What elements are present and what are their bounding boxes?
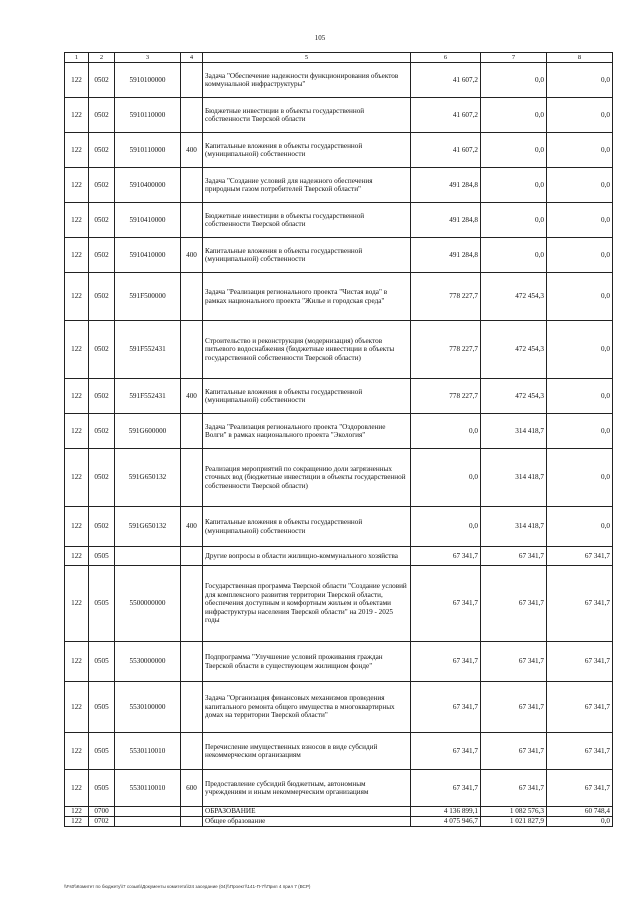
section-code: 0502 (89, 168, 115, 203)
expense-type-code: 400 (181, 238, 203, 273)
amount-column-6: 0,0 (411, 449, 481, 507)
amount-column-7: 472 454,3 (481, 273, 547, 321)
section-code: 0502 (89, 203, 115, 238)
department-code: 122 (65, 414, 89, 449)
amount-column-7: 1 082 576,3 (481, 807, 547, 817)
expense-type-code (181, 547, 203, 566)
amount-column-7: 0,0 (481, 63, 547, 98)
amount-column-6: 4 136 899,1 (411, 807, 481, 817)
target-article-code: 5530110010 (115, 733, 181, 770)
column-number-header: 5 (203, 53, 411, 63)
amount-column-6: 67 341,7 (411, 566, 481, 642)
item-name: Бюджетные инвестиции в объекты государственной собственности Тверской области (203, 203, 411, 238)
table-row (65, 203, 613, 238)
department-code: 122 (65, 449, 89, 507)
table-row (65, 449, 613, 507)
target-article-code (115, 547, 181, 566)
item-name: Общее образование (203, 817, 411, 827)
department-code: 122 (65, 273, 89, 321)
item-name: Предоставление субсидий бюджетным, автономным учреждениям и иным некоммерческим организациям (203, 770, 411, 807)
table-row (65, 98, 613, 133)
column-number-header: 4 (181, 53, 203, 63)
item-name: Другие вопросы в области жилищно-коммунального хозяйства (203, 547, 411, 566)
item-name: Задача "Создание условий для надежного обеспечения природным газом потребителей Тверской области" (203, 168, 411, 203)
column-number-header: 2 (89, 53, 115, 63)
expense-type-code (181, 414, 203, 449)
expense-type-code: 400 (181, 379, 203, 414)
table-row (65, 817, 613, 827)
amount-column-7: 67 341,7 (481, 566, 547, 642)
column-number-header: 1 (65, 53, 89, 63)
target-article-code (115, 817, 181, 827)
item-name: ОБРАЗОВАНИЕ (203, 807, 411, 817)
expense-type-code (181, 168, 203, 203)
table-row (65, 133, 613, 168)
amount-column-6: 0,0 (411, 414, 481, 449)
column-number-header: 7 (481, 53, 547, 63)
section-code: 0502 (89, 449, 115, 507)
item-name: Капитальные вложения в объекты государственной (муниципальной) собственности (203, 133, 411, 168)
amount-column-8: 67 341,7 (547, 566, 613, 642)
expense-type-code (181, 98, 203, 133)
table-row (65, 642, 613, 682)
amount-column-7: 0,0 (481, 98, 547, 133)
expense-type-code (181, 566, 203, 642)
target-article-code: 5530110010 (115, 770, 181, 807)
expense-type-code: 400 (181, 507, 203, 547)
expense-type-code (181, 817, 203, 827)
table-row (65, 566, 613, 642)
expense-type-code (181, 273, 203, 321)
department-code: 122 (65, 238, 89, 273)
expense-type-code (181, 203, 203, 238)
expense-type-code (181, 682, 203, 733)
table-row (65, 379, 613, 414)
item-name: Задача "Реализация регионального проекта "Оздоровление Волги" в рамках национального проекта "Экология" (203, 414, 411, 449)
department-code: 122 (65, 63, 89, 98)
expense-type-code (181, 321, 203, 379)
section-code: 0502 (89, 133, 115, 168)
amount-column-7: 67 341,7 (481, 682, 547, 733)
column-number-row (65, 53, 613, 63)
department-code: 122 (65, 807, 89, 817)
item-name: Государственная программа Тверской области "Создание условий для комплексного развития территории Тверской области, обеспечения доступным и комфортным жильем и объектами инфраструктуры населения Тверской области" на 2019 - 2025 годы (203, 566, 411, 642)
amount-column-7: 314 418,7 (481, 414, 547, 449)
amount-column-8: 67 341,7 (547, 733, 613, 770)
amount-column-8: 0,0 (547, 507, 613, 547)
table-row (65, 273, 613, 321)
section-code: 0502 (89, 273, 115, 321)
section-code: 0502 (89, 63, 115, 98)
target-article-code: 591G650132 (115, 449, 181, 507)
target-article-code: 5910110000 (115, 133, 181, 168)
item-name: Капитальные вложения в объекты государственной (муниципальной) собственности (203, 379, 411, 414)
amount-column-7: 0,0 (481, 168, 547, 203)
target-article-code (115, 807, 181, 817)
page-number: 105 (314, 34, 326, 42)
target-article-code: 591F552431 (115, 379, 181, 414)
amount-column-8: 0,0 (547, 168, 613, 203)
section-code: 0502 (89, 321, 115, 379)
amount-column-7: 0,0 (481, 203, 547, 238)
target-article-code: 591G650132 (115, 507, 181, 547)
amount-column-8: 0,0 (547, 414, 613, 449)
amount-column-7: 67 341,7 (481, 733, 547, 770)
amount-column-7: 1 021 827,9 (481, 817, 547, 827)
department-code: 122 (65, 682, 89, 733)
section-code: 0502 (89, 98, 115, 133)
amount-column-8: 67 341,7 (547, 682, 613, 733)
amount-column-6: 41 607,2 (411, 133, 481, 168)
amount-column-8: 0,0 (547, 379, 613, 414)
item-name: Подпрограмма "Улучшение условий проживания граждан Тверской области в существующем жилищном фонде" (203, 642, 411, 682)
expense-type-code (181, 807, 203, 817)
amount-column-8: 0,0 (547, 63, 613, 98)
table-row (65, 682, 613, 733)
amount-column-7: 472 454,3 (481, 379, 547, 414)
table-row (65, 733, 613, 770)
expense-type-code: 400 (181, 133, 203, 168)
column-number-header: 3 (115, 53, 181, 63)
target-article-code: 5910400000 (115, 168, 181, 203)
item-name: Капитальные вложения в объекты государственной (муниципальной) собственности (203, 507, 411, 547)
amount-column-8: 0,0 (547, 817, 613, 827)
amount-column-6: 67 341,7 (411, 682, 481, 733)
section-code: 0505 (89, 642, 115, 682)
amount-column-8: 0,0 (547, 203, 613, 238)
target-article-code: 5910100000 (115, 63, 181, 98)
amount-column-6: 67 341,7 (411, 733, 481, 770)
department-code: 122 (65, 133, 89, 168)
expense-type-code (181, 449, 203, 507)
amount-column-8: 0,0 (547, 238, 613, 273)
section-code: 0505 (89, 566, 115, 642)
expense-type-code (181, 733, 203, 770)
table-row (65, 414, 613, 449)
amount-column-8: 67 341,7 (547, 770, 613, 807)
amount-column-6: 491 284,8 (411, 203, 481, 238)
amount-column-6: 778 227,7 (411, 321, 481, 379)
item-name: Задача "Реализация регионального проекта "Чистая вода" в рамках национального проекта "Жилье и городская среда" (203, 273, 411, 321)
amount-column-6: 491 284,8 (411, 238, 481, 273)
section-code: 0505 (89, 733, 115, 770)
section-code: 0702 (89, 817, 115, 827)
amount-column-8: 0,0 (547, 273, 613, 321)
table-row (65, 238, 613, 273)
section-code: 0502 (89, 507, 115, 547)
target-article-code: 591G600000 (115, 414, 181, 449)
amount-column-6: 778 227,7 (411, 273, 481, 321)
target-article-code: 5910410000 (115, 238, 181, 273)
target-article-code: 5910110000 (115, 98, 181, 133)
budget-table (64, 52, 613, 827)
section-code: 0505 (89, 547, 115, 566)
file-path-footer: \\Fs0\\Комитет по бюджету\\7 созыв\\Документы комитета\\24 заседание (04)\\Проект\\141-П-7\\Прил 4 прил 7 (ВСР) (64, 884, 311, 889)
table-row (65, 321, 613, 379)
amount-column-7: 472 454,3 (481, 321, 547, 379)
department-code: 122 (65, 817, 89, 827)
section-code: 0700 (89, 807, 115, 817)
department-code: 122 (65, 733, 89, 770)
amount-column-6: 0,0 (411, 507, 481, 547)
amount-column-8: 67 341,7 (547, 642, 613, 682)
department-code: 122 (65, 168, 89, 203)
section-code: 0505 (89, 682, 115, 733)
department-code: 122 (65, 547, 89, 566)
amount-column-8: 0,0 (547, 133, 613, 168)
department-code: 122 (65, 642, 89, 682)
section-code: 0502 (89, 379, 115, 414)
amount-column-7: 314 418,7 (481, 507, 547, 547)
target-article-code: 5910410000 (115, 203, 181, 238)
department-code: 122 (65, 321, 89, 379)
amount-column-6: 4 075 946,7 (411, 817, 481, 827)
department-code: 122 (65, 566, 89, 642)
table-row (65, 547, 613, 566)
expense-type-code (181, 642, 203, 682)
amount-column-6: 491 284,8 (411, 168, 481, 203)
amount-column-7: 67 341,7 (481, 642, 547, 682)
amount-column-8: 0,0 (547, 98, 613, 133)
expense-type-code (181, 63, 203, 98)
amount-column-8: 67 341,7 (547, 547, 613, 566)
column-number-header: 8 (547, 53, 613, 63)
target-article-code: 5530000000 (115, 642, 181, 682)
item-name: Строительство и реконструкция (модернизация) объектов питьевого водоснабжения (бюджетные инвестиции в объекты государственной собственности Тверской области) (203, 321, 411, 379)
target-article-code: 591F552431 (115, 321, 181, 379)
target-article-code: 5530100000 (115, 682, 181, 733)
table-row (65, 807, 613, 817)
item-name: Реализация мероприятий по сокращению доли загрязненных сточных вод (бюджетные инвестиции в объекты государственной собственности Тверской области) (203, 449, 411, 507)
amount-column-6: 67 341,7 (411, 770, 481, 807)
amount-column-7: 67 341,7 (481, 770, 547, 807)
section-code: 0502 (89, 414, 115, 449)
target-article-code: 591F500000 (115, 273, 181, 321)
amount-column-6: 778 227,7 (411, 379, 481, 414)
table-row (65, 168, 613, 203)
table-row (65, 770, 613, 807)
target-article-code: 5500000000 (115, 566, 181, 642)
item-name: Перечисление имущественных взносов в виде субсидий некоммерческим организациям (203, 733, 411, 770)
department-code: 122 (65, 203, 89, 238)
department-code: 122 (65, 770, 89, 807)
amount-column-6: 67 341,7 (411, 642, 481, 682)
department-code: 122 (65, 507, 89, 547)
amount-column-6: 41 607,2 (411, 98, 481, 133)
amount-column-7: 0,0 (481, 238, 547, 273)
table-row (65, 507, 613, 547)
table-row (65, 63, 613, 98)
item-name: Задача "Обеспечение надежности функционирования объектов коммунальной инфраструктуры" (203, 63, 411, 98)
amount-column-8: 60 748,4 (547, 807, 613, 817)
amount-column-7: 314 418,7 (481, 449, 547, 507)
column-number-header: 6 (411, 53, 481, 63)
department-code: 122 (65, 98, 89, 133)
section-code: 0502 (89, 238, 115, 273)
amount-column-7: 0,0 (481, 133, 547, 168)
item-name: Капитальные вложения в объекты государственной (муниципальной) собственности (203, 238, 411, 273)
department-code: 122 (65, 379, 89, 414)
amount-column-8: 0,0 (547, 321, 613, 379)
amount-column-6: 67 341,7 (411, 547, 481, 566)
section-code: 0505 (89, 770, 115, 807)
amount-column-7: 67 341,7 (481, 547, 547, 566)
item-name: Бюджетные инвестиции в объекты государственной собственности Тверской области (203, 98, 411, 133)
amount-column-6: 41 607,2 (411, 63, 481, 98)
expense-type-code: 600 (181, 770, 203, 807)
amount-column-8: 0,0 (547, 449, 613, 507)
item-name: Задача "Организация финансовых механизмов проведения капитального ремонта общего имущества в многоквартирных домах на территории Тверской области" (203, 682, 411, 733)
